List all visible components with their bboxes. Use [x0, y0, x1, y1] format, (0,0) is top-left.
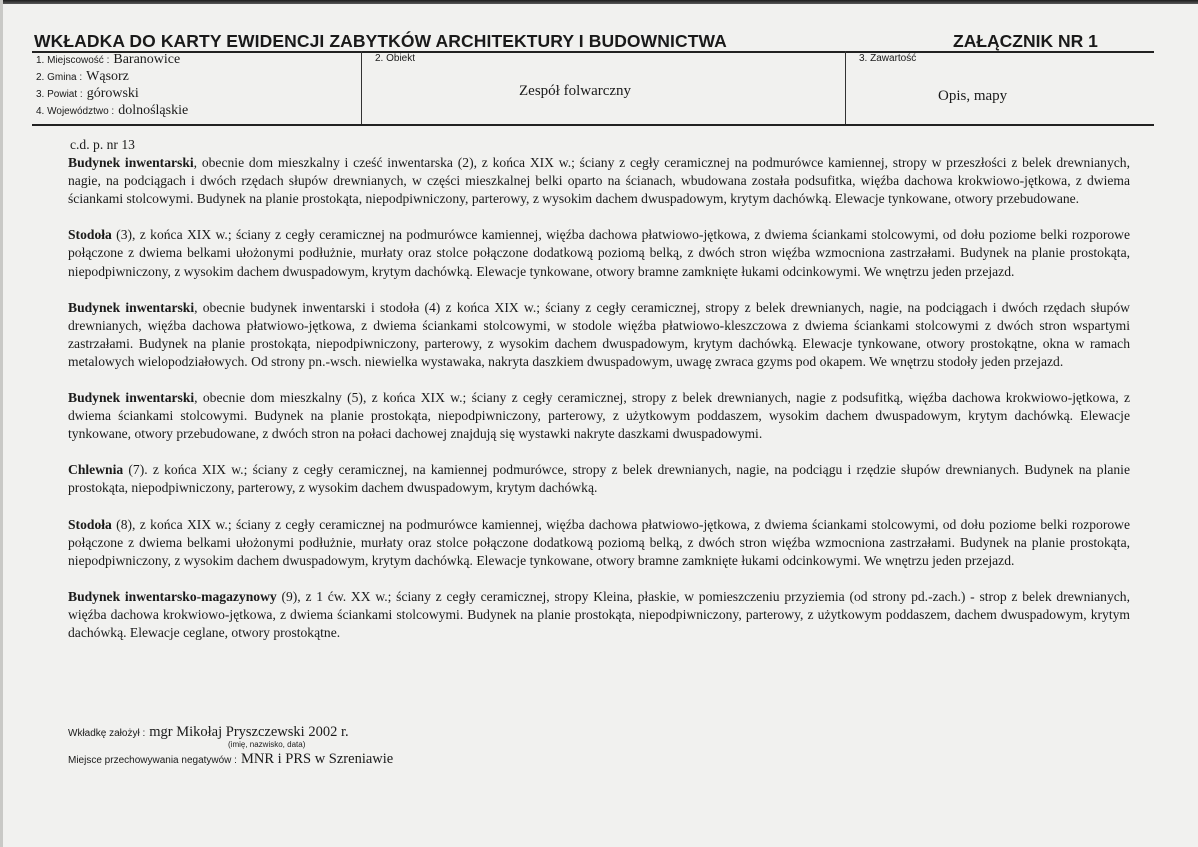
form-title: WKŁADKA DO KARTY EWIDENCJI ZABYTKÓW ARCHITEKTURY I BUDOWNICTWA [34, 31, 727, 51]
paragraph [68, 154, 1130, 208]
paragraph [68, 389, 1130, 443]
gmina-label: 2. Gmina : [36, 72, 83, 83]
header-rule-top [32, 51, 1154, 53]
paragraph-heading: Budynek inwentarski [68, 155, 194, 171]
scan-left-edge [0, 0, 3, 847]
miejscowosc-label: 1. Miejscowość : [36, 55, 110, 66]
footer-author [68, 724, 349, 741]
wojewodztwo-value: dolnośląskie [118, 103, 189, 118]
column-divider-1 [361, 51, 362, 125]
paragraph-text: , obecnie dom mieszkalny (5), z końca XIX w.; ściany z cegły ceramicznej, stropy z belek drewnianych, nagie z podsufitką, więźba dachowa krokwiowo-jętkowa, z dwiema ściankami stolcowymi. Budynek na planie prostokąta, niepodpiwniczony, parterowy, z użytkowym poddaszem, wysokim dachem dwuspadowym, krytym dachówką. Elewacje tynkowane, otwory przebudowane, z dwóch stron na połaci dachowej znajdują się wystawki nakryte daszkami dwuspadowymi. [68, 390, 1130, 442]
paragraph-text: (3), z końca XIX w.; ściany z cegły ceramicznej na podmurówce kamiennej, więźba dachowa płatwiowo-jętkowa, z dwiema ściankami stolcowymi, od dołu poziome belki rozporowe połączone z dwiema belkami ułożonymi podłużnie, murłaty oraz stolce połączone dodatkową poziomą belką, z dwóch stron więźba wzmocniona zastrzałami. Budynek na planie prostokąta, niepodpiwniczony, z wysokim dachem dwuspadowym, krytym dachówką. Elewacje tynkowane, otwory bramne zamknięte łukami odcinkowymi. We wnętrzu jeden przejazd. [68, 227, 1130, 279]
field-powiat [36, 86, 139, 102]
paragraph [68, 226, 1130, 280]
header-rule-bottom [32, 124, 1154, 126]
wojewodztwo-label: 4. Województwo : [36, 106, 115, 117]
paragraph-text: , obecnie dom mieszkalny i cześć inwentarska (2), z końca XIX w.; ściany z cegły ceramicznej na podmurówce kamiennej, stropy w przeszłości z belek drewnianych, nagie, na podciągach i dwóch rzędach słupów drewnianych, w części mieszkalnej belki oparto na ścianach, wbudowana została podsufitka, więźba dachowa krokwiowo-jętkowa, z dwiema ściankami stolcowymi. Budynek na planie prostokąta, niepodpiwniczony, parterowy, z wysokim dachem dwuspadowym, krytym dachówką. Elewacje tynkowane, otwory przebudowane. [68, 155, 1130, 207]
scan-top-edge [0, 0, 1198, 4]
field-gmina [36, 69, 129, 85]
paragraph-text: (9), z 1 ćw. XX w.; ściany z cegły ceramicznej, stropy Kleina, płaskie, w pomieszczeniu przyziemia (od strony pd.-zach.) - strop z belek drewnianych, więźba dachowa krokwiowo-jętkowa, z dwiema ściankami stolcowymi. Budynek na planie prostokąta, niepodpiwniczony, parterowy, z użytkowym poddaszem, dachem dwuspadowym, krytym dachówką. Elewacje ceglane, otwory prostokątne. [68, 588, 1130, 640]
paragraph-heading: Stodoła [68, 227, 112, 243]
storage-value: MNR i PRS w Szreniawie [240, 751, 394, 767]
paragraph-heading: Chlewnia [68, 462, 124, 478]
miejscowosc-value: Baranowice [113, 52, 181, 67]
paragraph-heading: Budynek inwentarski [68, 299, 195, 315]
paragraph [68, 588, 1130, 642]
annex-number: ZAŁĄCZNIK NR 1 [953, 31, 1098, 51]
object-value: Zespół folwarczny [519, 83, 632, 99]
paragraph-heading: Budynek inwentarski [68, 390, 195, 406]
powiat-value: górowski [86, 86, 139, 101]
paragraph-heading: Budynek inwentarsko-magazynowy [68, 588, 277, 604]
author-value: mgr Mikołaj Pryszczewski 2002 r. [149, 724, 349, 740]
powiat-label: 3. Powiat : [36, 89, 83, 100]
storage-label: Miejsce przechowywania negatywów : [68, 755, 237, 766]
paragraph [68, 299, 1130, 371]
paragraph-text: , obecnie budynek inwentarski i stodoła (4) z końca XIX w.; ściany z cegły ceramicznej, stropy z belek drewnianych, nagie, na podciągach i dwóch rzędach słupów drewnianych, więźba dachowa płatwiowo-jętkowa, z dwiema ściankami stolcowymi, w stodole więźba płatwiowo-kleszczowa z dwiema ściankami stolcowymi z dwóch stron wspartymi zastrzałami. Budynek na planie prostokąta, niepodpiwniczony, parterowy, z wysokim dachem dwuspadowym, krytym dachówką. Elewacje tynkowane, otwory prostokątne, okna w ramach metalowych wielopodziałowych. Od strony pn.-wsch. niewielka wystawaka, nakryta daszkiem dwuspadowym, uwagę zwraca gzyms pod okapem. We wnętrzu stodoły jeden przejazd. [68, 299, 1130, 369]
column-divider-2 [845, 51, 846, 125]
continuation-note: c.d. p. nr 13 [70, 137, 135, 152]
object-label: 2. Obiekt [375, 53, 416, 64]
gmina-value: Wąsorz [86, 69, 129, 84]
author-label: Wkładkę założył : [68, 728, 146, 739]
contents-value: Opis, mapy [938, 88, 1008, 104]
description-body [68, 136, 1130, 660]
field-wojewodztwo [36, 103, 188, 119]
paragraph [68, 516, 1130, 570]
paragraph-text: (8), z końca XIX w.; ściany z cegły ceramicznej na podmurówce kamiennej, więźba dachowa płatwiowo-jętkowa, z dwiema ściankami stolcowymi, od dołu poziome belki rozporowe połączone z dwiema belkami ułożonymi podłużnie, murłaty oraz stolce połączone dodatkową poziomą belką, z dwóch stron więźba wzmocniona zastrzałami. Budynek na planie prostokąta, niepodpiwniczony, z wysokim dachem dwuspadowym, krytym dachówką. Elewacje tynkowane, otwory bramne zamknięte łukami odcinkowymi. We wnętrzu jeden przejazd. [68, 516, 1130, 568]
paragraph-text: (7). z końca XIX w.; ściany z cegły ceramicznej, na kamiennej podmurówce, stropy z belek drewnianych, nagie, na podciągu i rzędzie słupów drewnianych. Budynek na planie prostokąta, niepodpiwniczony, parterowy, z wysokim dachem dwuspadowym, krytym dachówką. [68, 462, 1130, 496]
paragraph [68, 461, 1130, 497]
author-note: (imię, nazwisko, data) [228, 740, 306, 749]
contents-label: 3. Zawartość [859, 53, 917, 64]
footer-storage [68, 751, 393, 768]
field-miejscowosc [36, 52, 180, 68]
paragraph-heading: Stodoła [68, 516, 112, 532]
